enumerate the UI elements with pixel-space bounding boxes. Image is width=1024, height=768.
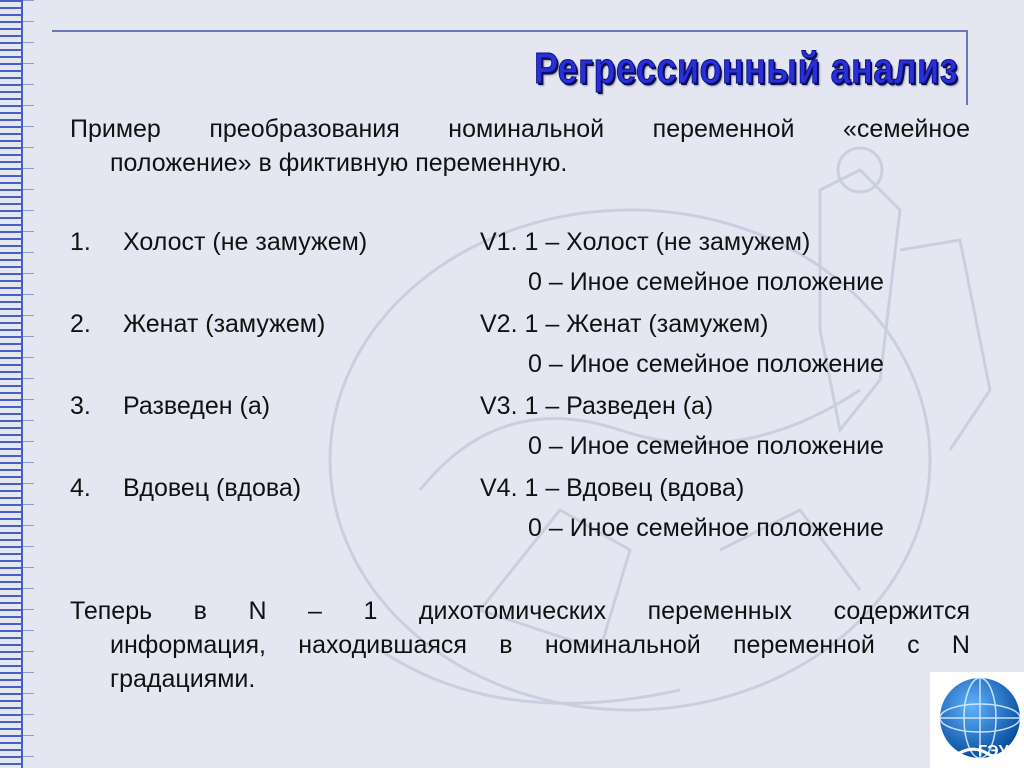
- item-other: 0 – Иное семейное положение: [528, 268, 884, 296]
- item-label: Вдовец (вдова): [123, 474, 302, 502]
- item-number: 2.: [70, 310, 91, 338]
- title-rule-horizontal: [52, 30, 966, 32]
- outro-line-2: информация, находившаяся в номинальной переменной с N: [110, 631, 970, 659]
- item-number: 1.: [70, 228, 91, 256]
- item-other: 0 – Иное семейное положение: [528, 514, 884, 542]
- ruler-line: [21, 0, 23, 768]
- item-code: V3. 1 – Разведен (а): [480, 392, 714, 420]
- globe-logo-icon: [930, 672, 1024, 768]
- item-other: 0 – Иное семейное положение: [528, 432, 884, 460]
- title-rule-vertical: [966, 30, 968, 105]
- item-label: Женат (замужем): [123, 310, 326, 338]
- intro-paragraph: [70, 112, 970, 180]
- conclusion-paragraph: [70, 594, 970, 696]
- outro-line-1: Теперь в N – 1 дихотомических переменных содержится: [70, 597, 970, 625]
- left-ruler-decoration: [0, 0, 40, 768]
- university-logo: [930, 672, 1024, 768]
- item-other: 0 – Иное семейное положение: [528, 350, 884, 378]
- svg-text:ГЭУ: ГЭУ: [978, 743, 1009, 760]
- item-code: V4. 1 – Вдовец (вдова): [480, 474, 745, 502]
- item-number: 4.: [70, 474, 91, 502]
- intro-line-2: положение» в фиктивную переменную.: [110, 149, 568, 177]
- item-code: V2. 1 – Женат (замужем): [480, 310, 769, 338]
- intro-line-1: Пример преобразования номинальной переменной «семейное: [70, 115, 970, 143]
- item-code: V1. 1 – Холост (не замужем): [480, 228, 811, 256]
- item-number: 3.: [70, 392, 91, 420]
- outro-line-3: градациями.: [110, 665, 256, 693]
- item-label: Разведен (а): [123, 392, 271, 420]
- item-label: Холост (не замужем): [123, 228, 368, 256]
- slide-title: Регрессионный анализ: [533, 44, 958, 93]
